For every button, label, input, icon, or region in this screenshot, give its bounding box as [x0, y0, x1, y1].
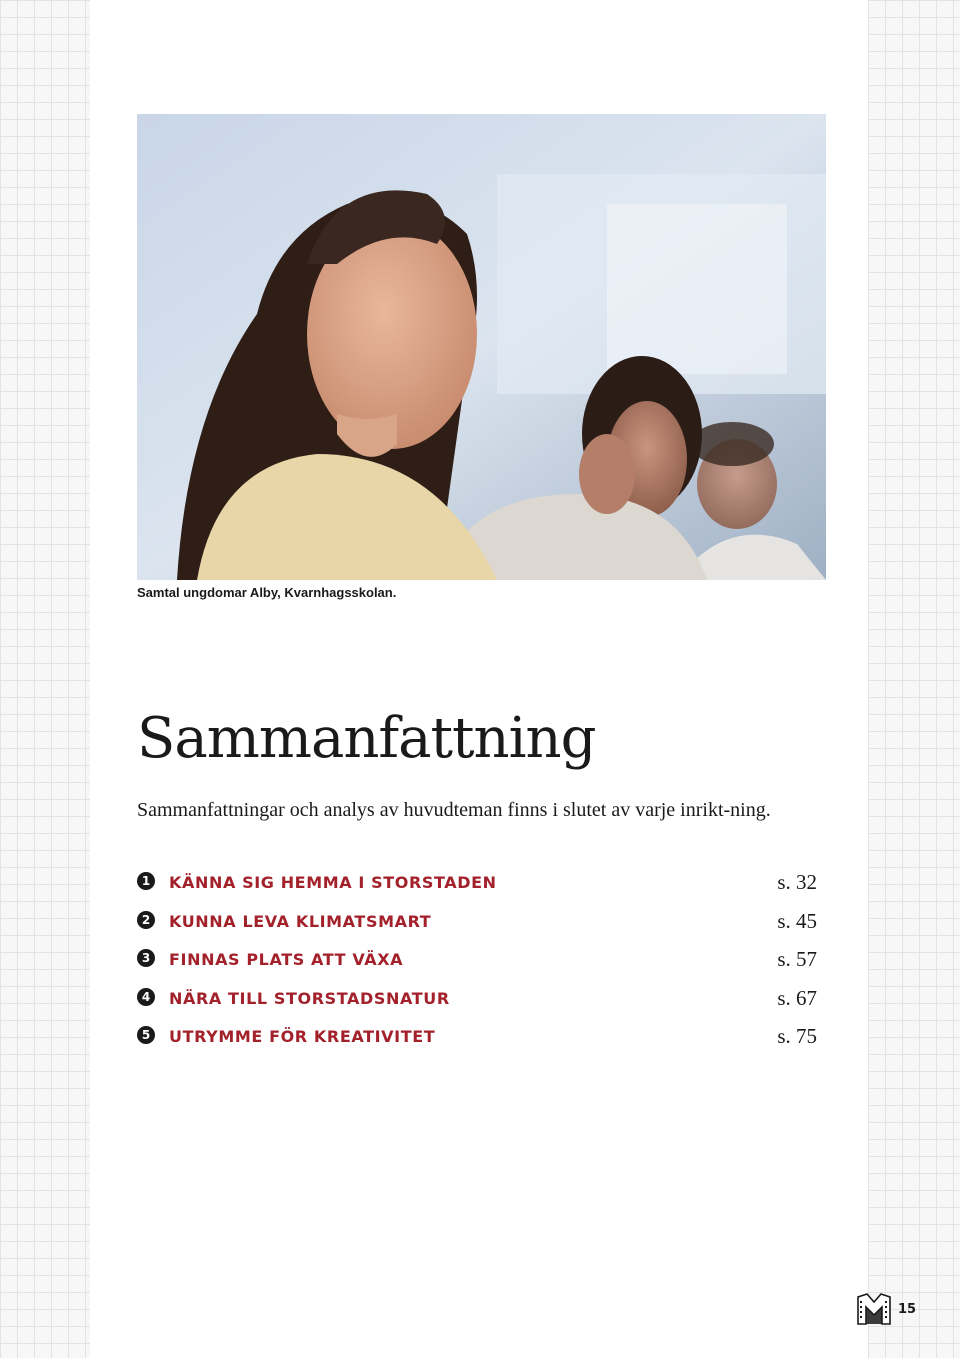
page-number: 15 — [898, 1302, 917, 1317]
grid-margin-right — [868, 0, 960, 1358]
toc-item-label: KUNNA LEVA KLIMATSMART — [169, 911, 432, 931]
page-title: Sammanfattning — [137, 706, 596, 771]
toc-item[interactable] — [137, 947, 817, 986]
toc-page-ref: s. 32 — [777, 870, 817, 894]
toc-number-badge: 3 — [137, 949, 155, 967]
toc-item[interactable] — [137, 1024, 817, 1063]
toc-item-label: NÄRA TILL STORSTADSNATUR — [169, 988, 450, 1008]
toc-item-label: KÄNNA SIG HEMMA I STORSTADEN — [169, 873, 497, 892]
toc-number-badge: 1 — [137, 872, 155, 890]
table-of-contents — [137, 870, 817, 1063]
intro-paragraph: Sammanfattningar och analys av huvudteman finns i slutet av varje inrikt-ning. — [137, 799, 771, 821]
toc-page-ref: s. 67 — [777, 985, 817, 1010]
toc-number-badge: 2 — [137, 911, 155, 929]
toc-page-ref: s. 75 — [777, 1024, 817, 1048]
toc-number-badge: 4 — [137, 988, 155, 1006]
photo-caption: Samtal ungdomar Alby, Kvarnhagsskolan. — [137, 585, 397, 600]
toc-page-ref: s. 45 — [777, 908, 817, 933]
toc-item[interactable] — [137, 909, 817, 948]
toc-page-ref: s. 57 — [777, 947, 817, 971]
toc-item-label: UTRYMME FÖR KREATIVITET — [169, 1027, 436, 1046]
photo-students — [137, 114, 826, 580]
building-m-logo-icon — [857, 1293, 891, 1325]
toc-number-badge: 5 — [137, 1026, 155, 1044]
toc-item-label: FINNAS PLATS ATT VÄXA — [169, 950, 404, 969]
grid-margin-left — [0, 0, 90, 1358]
toc-item[interactable] — [137, 986, 817, 1025]
toc-item[interactable] — [137, 870, 817, 909]
